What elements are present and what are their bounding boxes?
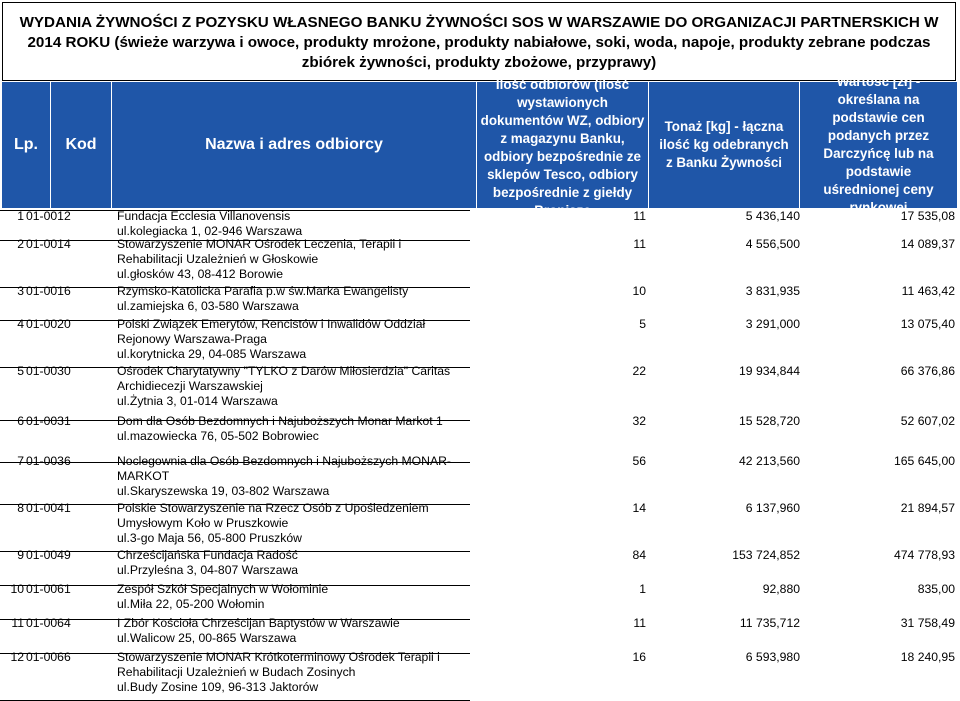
row-value: 11 463,42 xyxy=(901,284,955,298)
row-lp: 12 xyxy=(10,650,24,664)
row-name-line: Stowarzyszenie MONAR Ośrodek Leczenia, Terapii i xyxy=(117,237,402,251)
row-value: 21 894,57 xyxy=(900,501,955,515)
row-name-line: Fundacja Ecclesia Villanovensis xyxy=(117,209,291,223)
row-value: 474 778,93 xyxy=(894,548,955,562)
row-count: 10 xyxy=(632,284,646,298)
row-name-address xyxy=(117,548,467,578)
row-count: 5 xyxy=(639,317,646,331)
row-count: 1 xyxy=(639,582,646,596)
row-tonnage: 15 528,720 xyxy=(739,414,800,428)
row-tonnage: 3 831,935 xyxy=(745,284,800,298)
row-name-line: Rejonowy Warszawa-Praga xyxy=(117,332,267,346)
header-lp: Lp. xyxy=(2,82,50,208)
row-name-line: ul.mazowiecka 76, 05-502 Bobrowiec xyxy=(117,429,319,443)
row-count: 16 xyxy=(632,650,646,664)
row-count: 11 xyxy=(633,616,646,630)
row-kod: 01-0014 xyxy=(26,237,71,251)
row-tonnage: 153 724,852 xyxy=(732,548,800,562)
row-name-line: ul.Skaryszewska 19, 03-802 Warszawa xyxy=(117,484,330,498)
row-tonnage: 11 735,712 xyxy=(739,616,800,630)
row-value: 835,00 xyxy=(917,582,955,596)
row-kod: 01-0041 xyxy=(26,501,71,515)
row-lp: 4 xyxy=(17,317,24,331)
row-name-address xyxy=(117,237,467,282)
row-kod: 01-0066 xyxy=(26,650,71,664)
row-value: 66 376,86 xyxy=(900,364,955,378)
row-name-line: ul.głosków 43, 08-412 Borowie xyxy=(117,267,283,281)
row-name-address xyxy=(117,364,467,409)
row-value: 13 075,40 xyxy=(900,317,955,331)
row-lp: 3 xyxy=(17,284,24,298)
header-value: Wartość [zł] - określana na podstawie cen podanych przez Darczyńcę lub na podstawie uśrednionej ceny rynkowej xyxy=(800,82,957,208)
header-kod: Kod xyxy=(51,82,111,208)
row-name-line: Noclegownia dla Osób Bezdomnych i Najuboższych MONAR- xyxy=(117,454,451,468)
row-name-line: ul.Walicow 25, 00-865 Warszawa xyxy=(117,631,297,645)
row-name-line: ul.korytnicka 29, 04-085 Warszawa xyxy=(117,347,307,361)
row-lp: 11 xyxy=(11,616,24,630)
row-value: 165 645,00 xyxy=(894,454,955,468)
row-lp: 1 xyxy=(17,209,24,223)
title-line-3: zbiórek żywności, produkty zbożowe, przyprawy) xyxy=(301,54,657,71)
row-name-line: Dom dla Osób Bezdomnych i Najuboższych Monar Markot 1 xyxy=(117,414,443,428)
row-lp: 2 xyxy=(17,237,24,251)
row-name-line: Polskie Stowarzyszenie na Rzecz Osób z Upośledzeniem xyxy=(117,501,429,515)
row-lp: 8 xyxy=(17,501,24,515)
row-tonnage: 6 137,960 xyxy=(745,501,800,515)
row-count: 11 xyxy=(633,209,646,223)
row-kod: 01-0061 xyxy=(26,582,71,596)
row-count: 56 xyxy=(632,454,646,468)
header-name: Nazwa i adres odbiorcy xyxy=(112,82,476,208)
row-lp: 7 xyxy=(17,454,24,468)
row-kod: 01-0049 xyxy=(26,548,71,562)
row-count: 32 xyxy=(632,414,646,428)
row-name-line: ul.Budy Zosine 109, 96-313 Jaktorów xyxy=(117,680,319,694)
row-tonnage: 19 934,844 xyxy=(739,364,800,378)
row-value: 31 758,49 xyxy=(900,616,955,630)
row-value: 14 089,37 xyxy=(900,237,955,251)
row-lp: 5 xyxy=(17,364,24,378)
row-count: 22 xyxy=(632,364,646,378)
row-lp: 6 xyxy=(17,414,24,428)
row-tonnage: 92,880 xyxy=(762,582,800,596)
row-tonnage: 3 291,000 xyxy=(745,317,800,331)
row-lp: 9 xyxy=(17,548,24,562)
row-count: 11 xyxy=(633,237,646,251)
row-name-line: Rzymsko-Katolicka Parafia p.w św.Marka Ewangelisty xyxy=(117,284,409,298)
row-count: 14 xyxy=(632,501,646,515)
row-name-line: ul.zamiejska 6, 03-580 Warszawa xyxy=(117,299,299,313)
row-kod: 01-0031 xyxy=(26,414,71,428)
row-name-line: Rehabilitacji Uzależnień w Głoskowie xyxy=(117,252,319,266)
row-name-line: Zespół Szkół Specjalnych w Wołominie xyxy=(117,582,329,596)
row-kod: 01-0030 xyxy=(26,364,71,378)
row-name-address xyxy=(117,209,467,239)
data-table xyxy=(0,208,960,698)
row-name-line: Umysłowym Koło w Pruszkowie xyxy=(117,516,289,530)
row-kod: 01-0020 xyxy=(26,317,71,331)
row-name-line: ul.Miła 22, 05-200 Wołomin xyxy=(117,597,265,611)
row-name-address xyxy=(117,317,467,362)
report-title xyxy=(2,2,956,81)
row-tonnage: 4 556,500 xyxy=(745,237,800,251)
row-name-line: Chrześcijańska Fundacja Radość xyxy=(117,548,298,562)
row-kod: 01-0012 xyxy=(26,209,71,223)
row-name-address xyxy=(117,284,467,314)
row-name-line: ul.Przyleśna 3, 04-807 Warszawa xyxy=(117,563,299,577)
row-count: 84 xyxy=(632,548,646,562)
row-tonnage: 5 436,140 xyxy=(745,209,800,223)
row-name-address xyxy=(117,582,467,612)
row-name-line: ul.Żytnia 3, 01-014 Warszawa xyxy=(117,394,278,408)
row-value: 18 240,95 xyxy=(900,650,955,664)
row-name-line: ul.kolegiacka 1, 02-946 Warszawa xyxy=(117,224,303,238)
row-name-address xyxy=(117,616,467,646)
row-value: 52 607,02 xyxy=(900,414,955,428)
row-name-line: Polski Związek Emerytów, Rencistów i Inwalidów Oddział xyxy=(117,317,426,331)
title-line-1: WYDANIA ŻYWNOŚCI Z POZYSKU WŁASNEGO BANKU ŻYWNOŚCI SOS W WARSZAWIE DO ORGANIZACJI PARTNERSKICH W xyxy=(19,14,939,31)
row-name-line: ul.3-go Maja 56, 05-800 Pruszków xyxy=(117,531,302,545)
row-tonnage: 42 213,560 xyxy=(739,454,800,468)
row-kod: 01-0036 xyxy=(26,454,71,468)
row-name-address xyxy=(117,501,467,546)
row-name-line: Rehabilitacji Uzależnień w Budach Zosinych xyxy=(117,665,356,679)
row-kod: 01-0016 xyxy=(26,284,71,298)
title-line-2: 2014 ROKU (świeże warzywa i owoce, produkty mrożone, produkty nabiałowe, soki, woda, napoje, produkty zebrane podczas xyxy=(27,34,931,51)
row-name-line: Archidiecezji Warszawskiej xyxy=(117,379,263,393)
row-name-address xyxy=(117,414,467,444)
row-lp: 10 xyxy=(10,582,24,596)
header-count: Ilość odbiorów (ilość wystawionych dokumentów WZ, odbiory z magazynu Banku, odbiory bezpośrednie ze sklepów Tesco, odbiory bezpośrednie z giełdy Bronisze xyxy=(477,82,648,208)
row-kod: 01-0064 xyxy=(26,616,71,630)
row-tonnage: 6 593,980 xyxy=(745,650,800,664)
row-name-line: MARKOT xyxy=(117,469,170,483)
row-name-address xyxy=(117,650,467,695)
row-value: 17 535,08 xyxy=(900,209,955,223)
row-name-line: I Zbór Kościoła Chrześcijan Baptystów w Warszawie xyxy=(117,616,400,630)
row-name-line: Stowarzyszenie MONAR Krótkoterminowy Ośrodek Terapii i xyxy=(117,650,440,664)
row-name-line: Ośrodek Charytatywny "TYLKO z Darów Miłosierdzia" Caritas xyxy=(117,364,451,378)
header-tonnage: Tonaż [kg] - łączna ilość kg odebranych z Banku Żywności xyxy=(649,82,799,208)
row-name-address xyxy=(117,454,467,499)
